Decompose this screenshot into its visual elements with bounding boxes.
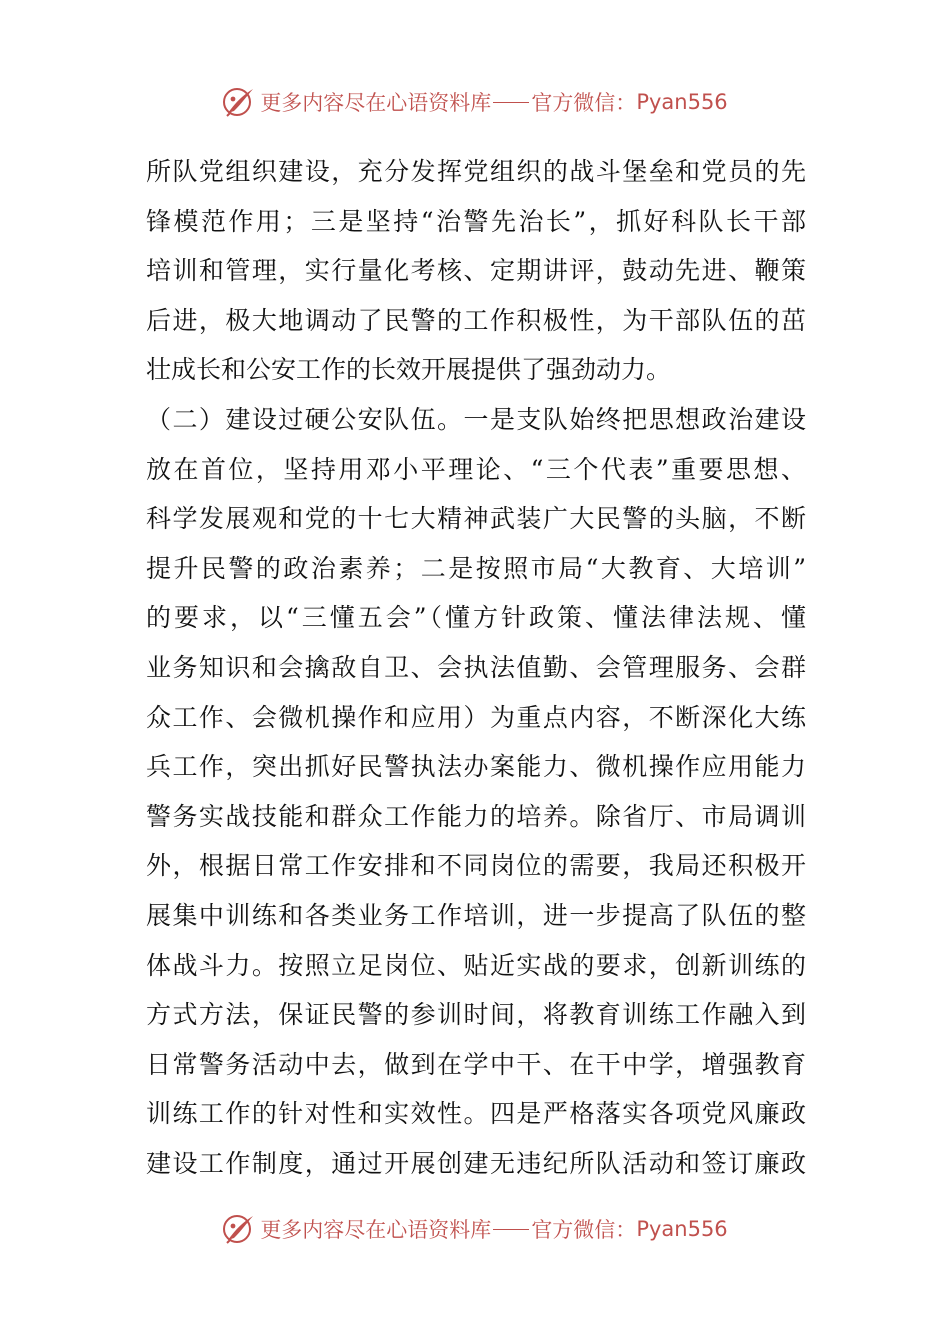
text-line: 方式方法，保证民警的参训时间，将教育训练工作融入到	[146, 1000, 806, 1030]
text-line: 锋模范作用；三是坚持“治警先治长”，抓好科队长干部	[146, 206, 806, 236]
text-line: 建设工作制度，通过开展创建无违纪所队活动和签订廉政	[146, 1148, 806, 1178]
text-line: 科学发展观和党的十七大精神武装广大民警的头脑，不断	[146, 504, 806, 534]
text-line: 业务知识和会擒敌自卫、会执法值勤、会管理服务、会群	[146, 652, 806, 682]
text-line: 所队党组织建设，充分发挥党组织的战斗堡垒和党员的先	[146, 157, 806, 186]
watermark-header	[0, 84, 950, 120]
watermark-brand: 更多内容尽在心语资料库	[260, 1218, 492, 1242]
watermark-official: 官方微信：	[531, 1218, 637, 1242]
watermark-wechat-id: Pyan556	[636, 1217, 728, 1241]
watermark-dash	[493, 102, 529, 103]
quill-logo-icon	[222, 85, 256, 119]
text-line: 众工作、会微机操作和应用）为重点内容，不断深化大练	[146, 702, 806, 732]
section-heading-line: （二）建设过硬公安队伍。一是支队始终把思想政治建设	[146, 404, 806, 434]
watermark-brand: 更多内容尽在心语资料库	[260, 91, 492, 115]
text-line: 外，根据日常工作安排和不同岗位的需要，我局还积极开	[146, 851, 806, 881]
text-line: 兵工作，突出抓好民警执法办案能力、微机操作应用能力	[146, 752, 806, 782]
text-line: 训练工作的针对性和实效性。四是严格落实各项党风廉政	[146, 1099, 806, 1129]
quill-logo-icon	[222, 1212, 256, 1246]
text-line: 展集中训练和各类业务工作培训，进一步提高了队伍的整	[146, 900, 806, 930]
watermark-wechat-id: Pyan556	[636, 90, 728, 114]
text-line: 日常警务活动中去，做到在学中干、在干中学，增强教育	[146, 1049, 806, 1079]
watermark-footer	[0, 1211, 950, 1247]
text-line: 壮成长和公安工作的长效开展提供了强劲动力。	[146, 355, 672, 385]
text-line: 培训和管理，实行量化考核、定期讲评，鼓动先进、鞭策	[146, 256, 806, 286]
text-line: 提升民警的政治素养；二是按照市局“大教育、大培训”	[146, 553, 806, 583]
document-body	[146, 147, 806, 1188]
text-line: 的要求，以“三懂五会”（懂方针政策、懂法律法规、懂	[146, 603, 806, 633]
text-line: 警务实战技能和群众工作能力的培养。除省厅、市局调训	[146, 801, 806, 831]
text-line: 放在首位，坚持用邓小平理论、“三个代表”重要思想、	[146, 454, 806, 484]
watermark-dash	[493, 1229, 529, 1230]
watermark-official: 官方微信：	[531, 91, 637, 115]
text-line: 体战斗力。按照立足岗位、贴近实战的要求，创新训练的	[146, 950, 806, 980]
text-line: 后进，极大地调动了民警的工作积极性，为干部队伍的茁	[146, 305, 806, 335]
